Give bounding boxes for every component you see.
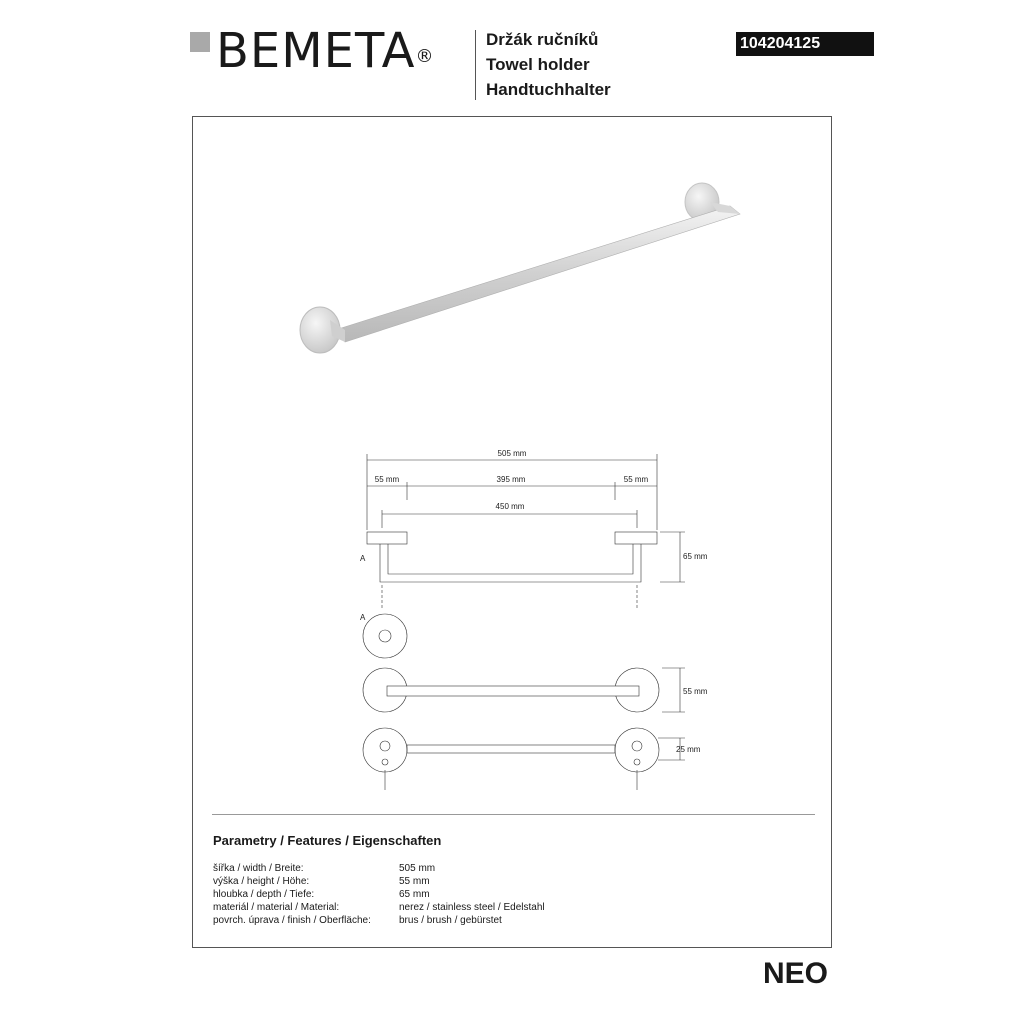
- registered-mark: ®: [415, 46, 435, 67]
- technical-drawing: [340, 440, 720, 800]
- rod-inner: [388, 544, 633, 574]
- feature-value: brus / brush / gebürstet: [399, 915, 502, 926]
- rod-outer: [380, 544, 641, 582]
- title-en: Towel holder: [486, 55, 590, 74]
- right-disc-bottom: [615, 728, 659, 772]
- towel-rod: [335, 206, 740, 342]
- dim-middle: 395 mm: [496, 475, 526, 484]
- dim-left: 55 mm: [374, 475, 400, 484]
- series-name: NEO: [763, 957, 829, 990]
- feature-value: 55 mm: [399, 876, 430, 887]
- dim-overall: 505 mm: [497, 449, 527, 458]
- dim-rod: 25 mm: [676, 745, 701, 754]
- feature-value: 65 mm: [399, 889, 430, 900]
- rod-bottom: [407, 745, 615, 753]
- header-divider: [475, 30, 476, 100]
- brand-name: BEMETA: [216, 23, 416, 79]
- feature-value: nerez / stainless steel / Edelstahl: [399, 902, 545, 913]
- dim-right: 55 mm: [623, 475, 649, 484]
- feature-row: [213, 875, 599, 888]
- right-flange-side: [615, 532, 657, 544]
- features-title: Parametry / Features / Eigenschaften: [213, 833, 442, 848]
- feature-row: [213, 901, 599, 914]
- features-table: [213, 862, 599, 927]
- feature-label: materiál / material / Material:: [213, 902, 340, 913]
- rod-top: [387, 686, 639, 696]
- dim-inner: 450 mm: [495, 502, 525, 511]
- feature-label: hloubka / depth / Tiefe:: [213, 889, 315, 900]
- section-marker: A: [360, 554, 366, 563]
- left-flange-side: [367, 532, 407, 544]
- feature-label: šířka / width / Breite:: [213, 863, 304, 874]
- logo-square: [190, 32, 210, 52]
- feature-row: [213, 862, 599, 875]
- product-code: 104204125: [736, 32, 874, 56]
- section-a-disc: [363, 614, 407, 658]
- title-cz: Držák ručníků: [486, 30, 599, 49]
- logo-text: [216, 21, 434, 81]
- section-label: A: [360, 613, 366, 622]
- feature-row: [213, 914, 599, 927]
- feature-value: 505 mm: [399, 863, 436, 874]
- feature-row: [213, 888, 599, 901]
- product-photo: [290, 180, 750, 360]
- feature-label: výška / height / Höhe:: [213, 876, 310, 887]
- dim-height: 55 mm: [683, 687, 708, 696]
- feature-label: povrch. úprava / finish / Oberfläche:: [213, 915, 371, 926]
- product-titles: [486, 27, 611, 102]
- left-disc-bottom: [363, 728, 407, 772]
- brand-logo: [190, 23, 460, 79]
- dim-depth: 65 mm: [683, 552, 708, 561]
- features-divider: [212, 814, 815, 815]
- title-de: Handtuchhalter: [486, 80, 611, 99]
